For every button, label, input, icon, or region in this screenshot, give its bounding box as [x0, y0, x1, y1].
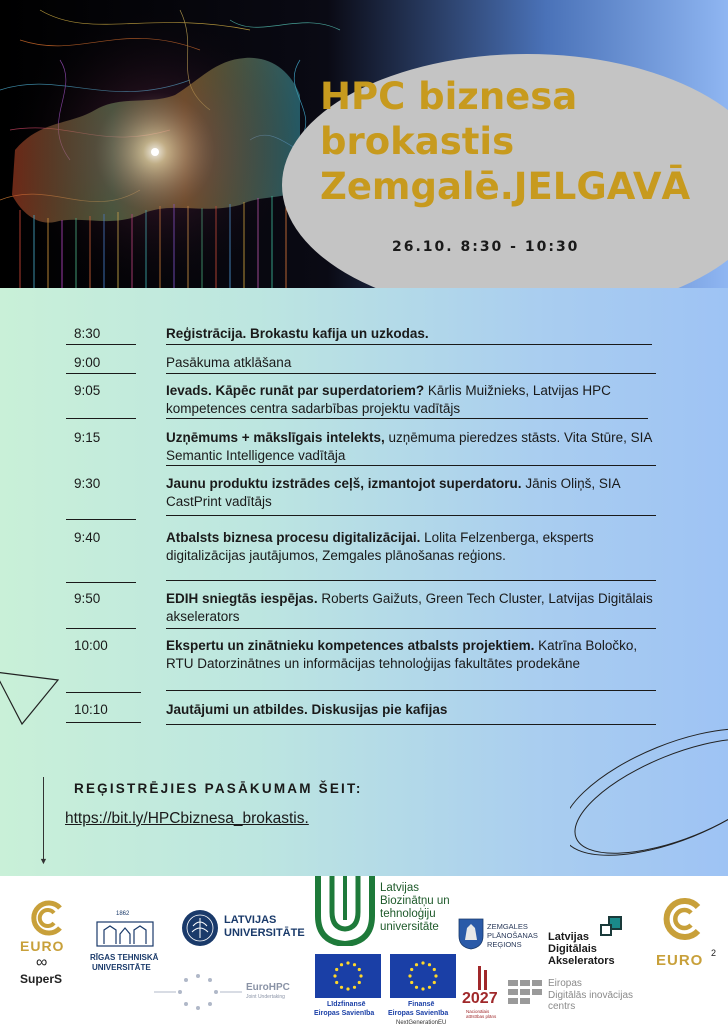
zemgale-coat-of-arms-icon	[458, 918, 484, 950]
nap-2027-year: 2027	[462, 990, 498, 1007]
schedule-item: Jaunu produktu izstrādes ceļš, izmantojot superdatoru. Jānis Oliņš, SIA CastPrint vadītājs	[166, 476, 620, 509]
zpr-name: ZEMGALES PLĀNOŠANAS REĢIONS	[487, 922, 538, 949]
llu-emblem-icon	[312, 876, 378, 946]
eu-flag-icon	[315, 954, 381, 998]
schedule-time: 9:15	[74, 430, 101, 445]
event-datetime: 26.10. 8:30 - 10:30	[392, 239, 580, 255]
nap-2027-bars-icon	[476, 966, 492, 990]
divider	[166, 465, 656, 466]
rtu-year: 1862	[116, 911, 130, 917]
edih-name: Eiropas Digitālās inovācijas centrs	[548, 978, 634, 1012]
divider	[66, 418, 136, 419]
rtu-name-line2: UNIVERSITĀTE	[92, 963, 151, 972]
llu-name: Latvijas Biozinātņu un tehnoloģiju universitāte	[380, 882, 450, 933]
lu-name-line2: UNIVERSITĀTE	[224, 927, 305, 939]
infinity-icon: ∞	[36, 954, 48, 971]
divider	[66, 344, 136, 345]
schedule-time: 10:10	[74, 702, 108, 717]
divider	[166, 690, 656, 691]
arrow-down-icon: ▼	[39, 856, 48, 866]
partner-logos	[0, 876, 728, 1030]
rtu-name-line1: RĪGAS TEHNISKĀ	[90, 953, 159, 962]
decorative-ellipse-outline	[570, 720, 728, 870]
euro-left-label: EURO	[20, 938, 65, 954]
lda-name: Latvijas Digitālais Akselerators	[548, 931, 615, 967]
hero-banner	[0, 0, 728, 288]
divider	[66, 582, 136, 583]
divider	[166, 628, 656, 629]
eurohpc-label: EuroHPC	[246, 982, 290, 993]
eu-flag-icon	[390, 954, 456, 998]
divider	[66, 722, 141, 723]
schedule-time: 8:30	[74, 326, 101, 341]
divider	[166, 344, 652, 345]
eurohpc-stars-icon	[154, 972, 242, 1012]
schedule-item: Reģistrācija. Brokastu kafija un uzkodas.	[166, 326, 429, 341]
eurohpc-sub: Joint Undertaking	[246, 994, 285, 1000]
euro-right-label: EURO	[656, 952, 704, 969]
nap-2027-sub: Nacionālais attīstības plāns	[466, 1009, 497, 1019]
schedule-time: 9:00	[74, 355, 101, 370]
schedule-item: Jautājumi un atbildes. Diskusijas pie kafijas	[166, 702, 448, 717]
eu-nextgen: NextGenerationEU	[396, 1020, 447, 1026]
eu-cofunded-line2: Eiropas Savienība	[314, 1010, 375, 1017]
divider	[66, 692, 141, 693]
schedule-item: Ekspertu un zinātnieku kompetences atbalsts projektiem. Katrīna Boločko, RTU Datorzinātnes un informācijas tehnoloģijas fakultātes prodekāne	[166, 638, 638, 671]
divider	[166, 515, 656, 516]
lu-name-line1: LATVIJAS	[224, 914, 277, 926]
eu-funded-line1: Finansē	[408, 1001, 435, 1008]
divider	[66, 519, 136, 520]
schedule-time: 9:30	[74, 476, 101, 491]
eurocc-c-logo-icon	[27, 898, 67, 938]
schedule-time: 10:00	[74, 638, 108, 653]
schedule-item: Uzņēmums + mākslīgais intelekts, uzņēmuma pieredzes stāsts. Vita Stūre, SIA Semantic Intelligence vadītāja	[166, 430, 652, 463]
eu-cofunded-line1: Līdzfinansē	[327, 1001, 366, 1008]
schedule-item: Ievads. Kāpēc runāt par superdatoriem? Kārlis Muižnieks, Latvijas HPC kompetences centra sadarbības projektu vadītājs	[166, 383, 611, 416]
euro-right-superscript: 2	[711, 948, 717, 958]
schedule-time: 9:05	[74, 383, 101, 398]
divider	[66, 373, 136, 374]
divider	[166, 373, 656, 374]
decorative-triangle-outline	[0, 650, 60, 730]
schedule-time: 9:50	[74, 591, 101, 606]
divider	[166, 724, 656, 725]
schedule-item: Atbalsts biznesa procesu digitalizācijai. Lolita Felzenberga, eksperts digitalizācijas jautājumos, Zemgales plānošanas reģions.	[166, 530, 594, 563]
registration-heading: REĢISTRĒJIES PASĀKUMAM ŠEIT:	[74, 781, 363, 796]
divider	[166, 580, 656, 581]
registration-link[interactable]: https://bit.ly/HPCbiznesa_brokastis.	[65, 810, 309, 827]
supers-label: SuperS	[20, 972, 63, 986]
schedule-item: EDIH sniegtās iespējas. Roberts Gaižuts, Green Tech Cluster, Latvijas Digitālais akselerators	[166, 591, 653, 624]
eurocc-c-logo-icon	[660, 896, 706, 942]
divider	[166, 418, 648, 419]
divider	[66, 628, 136, 629]
schedule-item: Pasākuma atklāšana	[166, 355, 292, 370]
arrow-line	[43, 777, 44, 861]
eu-funded-line2: Eiropas Savienība	[388, 1010, 449, 1017]
schedule-time: 9:40	[74, 530, 101, 545]
rtu-crest-icon	[96, 918, 154, 948]
lu-seal-icon	[180, 908, 220, 948]
event-title: HPC biznesa brokastis Zemgalē.JELGAVĀ	[320, 75, 691, 208]
edih-grid-icon	[508, 980, 542, 1004]
